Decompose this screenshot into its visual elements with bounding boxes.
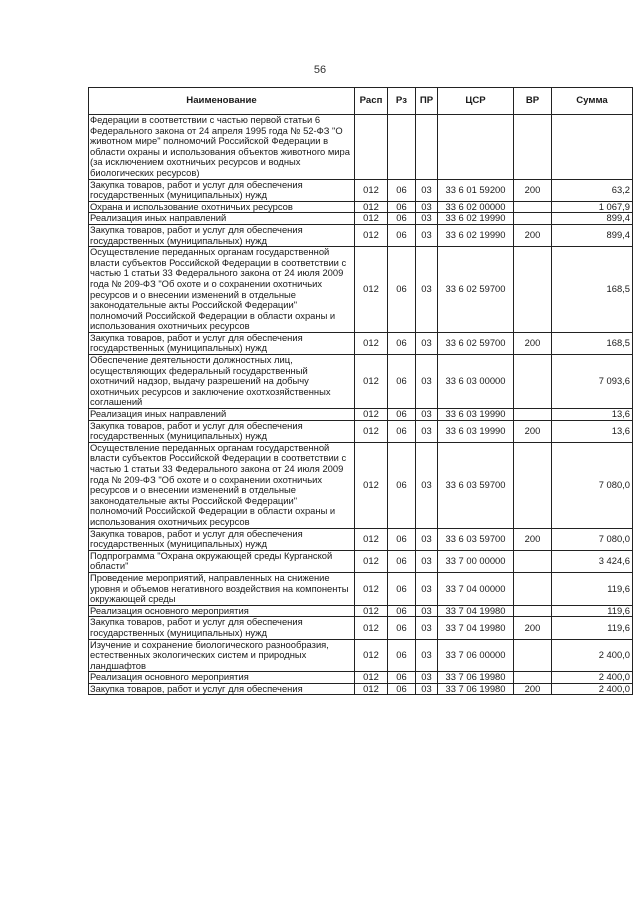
cell-name: Реализация иных направлений xyxy=(89,213,355,225)
cell-rasp: 012 xyxy=(355,617,388,639)
table-row xyxy=(89,224,633,246)
cell-name: Закупка товаров, работ и услуг для обеспечения государственных (муниципальных) нужд xyxy=(89,332,355,354)
cell-vr xyxy=(514,115,552,180)
cell-name: Изучение и сохранение биологического разнообразия, естественных экологических систем и природных ландшафтов xyxy=(89,639,355,672)
cell-rz: 06 xyxy=(388,639,416,672)
table-row xyxy=(89,528,633,550)
cell-pr: 03 xyxy=(416,617,438,639)
cell-sum: 168,5 xyxy=(552,332,633,354)
cell-csr: 33 6 01 59200 xyxy=(438,179,514,201)
cell-rasp: 012 xyxy=(355,179,388,201)
cell-sum: 2 400,0 xyxy=(552,672,633,684)
cell-vr xyxy=(514,201,552,213)
cell-csr: 33 6 02 19990 xyxy=(438,224,514,246)
cell-name: Закупка товаров, работ и услуг для обеспечения xyxy=(89,683,355,695)
table-row xyxy=(89,639,633,672)
cell-pr: 03 xyxy=(416,639,438,672)
cell-rasp: 012 xyxy=(355,672,388,684)
cell-csr: 33 6 03 19990 xyxy=(438,420,514,442)
cell-name: Закупка товаров, работ и услуг для обеспечения государственных (муниципальных) нужд xyxy=(89,617,355,639)
cell-pr: 03 xyxy=(416,528,438,550)
cell-vr xyxy=(514,550,552,572)
cell-pr: 03 xyxy=(416,213,438,225)
cell-vr xyxy=(514,672,552,684)
cell-vr xyxy=(514,605,552,617)
cell-csr: 33 7 06 19980 xyxy=(438,672,514,684)
cell-rz: 06 xyxy=(388,332,416,354)
cell-pr: 03 xyxy=(416,224,438,246)
cell-sum: 3 424,6 xyxy=(552,550,633,572)
cell-name: Проведение мероприятий, направленных на снижение уровня и объемов негативного воздействия на компоненты окружающей среды xyxy=(89,572,355,605)
cell-csr: 33 7 00 00000 xyxy=(438,550,514,572)
header-rasp: Расп xyxy=(355,88,388,115)
cell-rz: 06 xyxy=(388,179,416,201)
cell-csr: 33 6 02 59700 xyxy=(438,332,514,354)
cell-rasp: 012 xyxy=(355,201,388,213)
cell-vr: 200 xyxy=(514,224,552,246)
cell-rasp: 012 xyxy=(355,639,388,672)
cell-pr: 03 xyxy=(416,572,438,605)
cell-csr: 33 6 03 00000 xyxy=(438,355,514,409)
table-row xyxy=(89,355,633,409)
cell-pr: 03 xyxy=(416,605,438,617)
cell-rasp: 012 xyxy=(355,247,388,333)
cell-rz: 06 xyxy=(388,672,416,684)
cell-csr: 33 6 03 59700 xyxy=(438,528,514,550)
cell-csr xyxy=(438,115,514,180)
cell-rz: 06 xyxy=(388,247,416,333)
cell-pr: 03 xyxy=(416,247,438,333)
cell-rasp: 012 xyxy=(355,420,388,442)
cell-rasp: 012 xyxy=(355,355,388,409)
cell-rz: 06 xyxy=(388,224,416,246)
header-vr: ВР xyxy=(514,88,552,115)
cell-pr xyxy=(416,115,438,180)
header-csr: ЦСР xyxy=(438,88,514,115)
cell-sum: 13,6 xyxy=(552,420,633,442)
cell-rasp: 012 xyxy=(355,332,388,354)
cell-vr: 200 xyxy=(514,683,552,695)
cell-vr: 200 xyxy=(514,528,552,550)
cell-rz: 06 xyxy=(388,550,416,572)
cell-pr: 03 xyxy=(416,420,438,442)
table-row xyxy=(89,201,633,213)
cell-rz: 06 xyxy=(388,528,416,550)
table-row xyxy=(89,213,633,225)
table-row xyxy=(89,409,633,421)
cell-rasp: 012 xyxy=(355,572,388,605)
cell-name: Реализация иных направлений xyxy=(89,409,355,421)
cell-vr xyxy=(514,355,552,409)
cell-vr xyxy=(514,213,552,225)
cell-sum: 7 093,6 xyxy=(552,355,633,409)
cell-rz: 06 xyxy=(388,201,416,213)
table-row xyxy=(89,572,633,605)
cell-pr: 03 xyxy=(416,332,438,354)
page-number: 56 xyxy=(313,64,327,76)
cell-sum: 899,4 xyxy=(552,224,633,246)
cell-name: Реализация основного мероприятия xyxy=(89,605,355,617)
cell-pr: 03 xyxy=(416,409,438,421)
cell-sum: 7 080,0 xyxy=(552,442,633,528)
cell-rasp: 012 xyxy=(355,550,388,572)
cell-sum: 119,6 xyxy=(552,617,633,639)
cell-rz: 06 xyxy=(388,409,416,421)
cell-sum: 119,6 xyxy=(552,605,633,617)
cell-csr: 33 6 02 00000 xyxy=(438,201,514,213)
cell-rz: 06 xyxy=(388,355,416,409)
cell-sum: 2 400,0 xyxy=(552,683,633,695)
cell-sum xyxy=(552,115,633,180)
cell-sum: 899,4 xyxy=(552,213,633,225)
cell-name: Подпрограмма "Охрана окружающей среды Курганской области" xyxy=(89,550,355,572)
cell-rz: 06 xyxy=(388,442,416,528)
cell-csr: 33 7 06 00000 xyxy=(438,639,514,672)
table-header-row xyxy=(89,88,633,115)
cell-rz: 06 xyxy=(388,420,416,442)
cell-rasp xyxy=(355,115,388,180)
cell-name: Осуществление переданных органам государственной власти субъектов Российской Федерации в соответствии с частью 1 статьи 33 Федерального закона от 24 июля 2009 года № 209-ФЗ "Об охоте и о сохранении охотничьих ресурсов и о внесении изменений в отдельные законодательные акты Российской Федерации" полномочий Российской Федерации в области охраны и использования охотничьих ресурсов xyxy=(89,247,355,333)
cell-rasp: 012 xyxy=(355,605,388,617)
cell-vr: 200 xyxy=(514,420,552,442)
cell-sum: 2 400,0 xyxy=(552,639,633,672)
cell-csr: 33 6 03 59700 xyxy=(438,442,514,528)
cell-csr: 33 7 04 19980 xyxy=(438,617,514,639)
budget-table xyxy=(88,87,633,695)
table-row xyxy=(89,605,633,617)
cell-pr: 03 xyxy=(416,442,438,528)
table-row xyxy=(89,442,633,528)
cell-csr: 33 7 04 19980 xyxy=(438,605,514,617)
table-row xyxy=(89,672,633,684)
cell-sum: 168,5 xyxy=(552,247,633,333)
cell-rasp: 012 xyxy=(355,528,388,550)
table-row xyxy=(89,247,633,333)
cell-vr: 200 xyxy=(514,332,552,354)
cell-rasp: 012 xyxy=(355,409,388,421)
cell-rz: 06 xyxy=(388,213,416,225)
cell-name: Федерации в соответствии с частью первой статьи 6 Федерального закона от 24 апреля 1995 года № 52-ФЗ "О животном мире" полномочий Российской Федерации в области охраны и использования объектов животного мира (за исключением охотничьих ресурсов и водных биологических ресурсов) xyxy=(89,115,355,180)
table-row xyxy=(89,420,633,442)
cell-pr: 03 xyxy=(416,179,438,201)
header-name: Наименование xyxy=(89,88,355,115)
cell-csr: 33 6 02 19990 xyxy=(438,213,514,225)
cell-rz: 06 xyxy=(388,572,416,605)
table-row xyxy=(89,179,633,201)
cell-vr xyxy=(514,572,552,605)
cell-name: Осуществление переданных органам государственной власти субъектов Российской Федерации в соответствии с частью 1 статьи 33 Федерального закона от 24 июля 2009 года № 209-ФЗ "Об охоте и о сохранении охотничьих ресурсов и о внесении изменений в отдельные законодательные акты Российской Федерации" полномочий Российской Федерации в области охраны и использования охотничьих ресурсов xyxy=(89,442,355,528)
cell-rz: 06 xyxy=(388,683,416,695)
cell-name: Реализация основного мероприятия xyxy=(89,672,355,684)
cell-pr: 03 xyxy=(416,550,438,572)
table-row xyxy=(89,332,633,354)
cell-csr: 33 7 06 19980 xyxy=(438,683,514,695)
cell-name: Обеспечение деятельности должностных лиц, осуществляющих федеральный государственный охотничий надзор, выдачу разрешений на добычу охотничьих ресурсов и заключение охотхозяйственных соглашений xyxy=(89,355,355,409)
cell-csr: 33 7 04 00000 xyxy=(438,572,514,605)
cell-name: Закупка товаров, работ и услуг для обеспечения государственных (муниципальных) нужд xyxy=(89,224,355,246)
cell-rz: 06 xyxy=(388,617,416,639)
table-row xyxy=(89,683,633,695)
cell-rasp: 012 xyxy=(355,213,388,225)
cell-name: Закупка товаров, работ и услуг для обеспечения государственных (муниципальных) нужд xyxy=(89,420,355,442)
cell-sum: 13,6 xyxy=(552,409,633,421)
table-row xyxy=(89,550,633,572)
cell-pr: 03 xyxy=(416,355,438,409)
cell-rz xyxy=(388,115,416,180)
cell-name: Закупка товаров, работ и услуг для обеспечения государственных (муниципальных) нужд xyxy=(89,179,355,201)
cell-sum: 119,6 xyxy=(552,572,633,605)
cell-vr xyxy=(514,639,552,672)
cell-sum: 63,2 xyxy=(552,179,633,201)
cell-name: Закупка товаров, работ и услуг для обеспечения государственных (муниципальных) нужд xyxy=(89,528,355,550)
cell-rasp: 012 xyxy=(355,442,388,528)
cell-pr: 03 xyxy=(416,201,438,213)
cell-csr: 33 6 03 19990 xyxy=(438,409,514,421)
header-sum: Сумма xyxy=(552,88,633,115)
cell-vr: 200 xyxy=(514,617,552,639)
table-row xyxy=(89,115,633,180)
cell-vr xyxy=(514,409,552,421)
cell-rz: 06 xyxy=(388,605,416,617)
header-rz: Рз xyxy=(388,88,416,115)
cell-vr: 200 xyxy=(514,179,552,201)
cell-vr xyxy=(514,442,552,528)
cell-csr: 33 6 02 59700 xyxy=(438,247,514,333)
table-row xyxy=(89,617,633,639)
cell-pr: 03 xyxy=(416,683,438,695)
cell-vr xyxy=(514,247,552,333)
cell-sum: 7 080,0 xyxy=(552,528,633,550)
header-pr: ПР xyxy=(416,88,438,115)
cell-rasp: 012 xyxy=(355,224,388,246)
cell-rasp: 012 xyxy=(355,683,388,695)
cell-sum: 1 067,9 xyxy=(552,201,633,213)
cell-pr: 03 xyxy=(416,672,438,684)
cell-name: Охрана и использование охотничьих ресурсов xyxy=(89,201,355,213)
